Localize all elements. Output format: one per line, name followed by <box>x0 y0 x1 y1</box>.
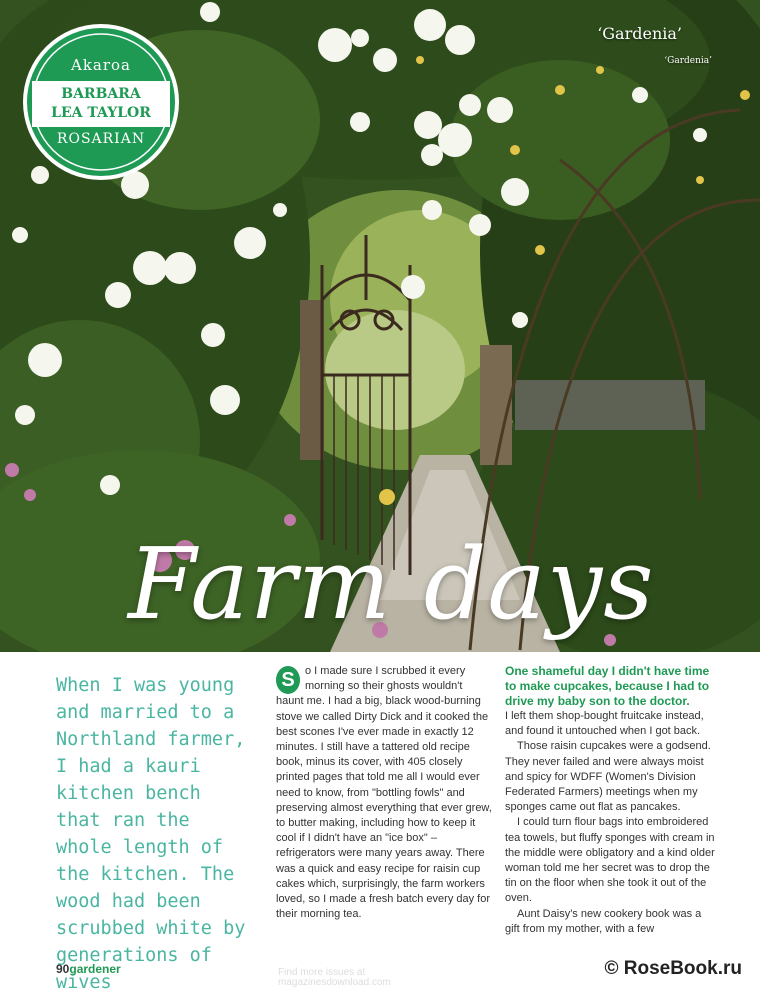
author-badge <box>22 23 180 181</box>
body-column-2 <box>276 664 492 922</box>
watermark-line-1: Find more issues at <box>278 967 366 978</box>
page-number: 90 <box>56 962 70 976</box>
publication-name: gardener <box>69 962 121 976</box>
badge-role: ROSARIAN <box>56 131 146 147</box>
pull-quote: One shameful day I didn't have time to make cupcakes, because I had to drive my baby son to the doctor. <box>505 664 710 708</box>
body-column-3 <box>505 664 717 937</box>
badge-author-last: LEA TAYLOR <box>51 105 151 121</box>
photo-caption-main: ‘Gardenia’ <box>597 24 682 43</box>
badge-author-first: BARBARA <box>61 86 141 102</box>
badge-name-band <box>32 81 170 127</box>
body-paragraph-2: I left them shop-bought fruitcake instead, and found it untouched when I got back. <box>505 710 704 738</box>
watermark-line-2: magazinesdownload.com <box>278 977 391 988</box>
photo-caption-sub: ‘Gardenia’ <box>664 56 712 66</box>
body-paragraph-5: Aunt Daisy's new cookery book was a gift from my mother, with a few <box>505 907 702 935</box>
page-folio <box>56 962 121 976</box>
body-paragraph-3: Those raisin cupcakes were a godsend. They never failed and were always moist and spicy for WDFF (Women's Division Federated Farmers) meetings when my sponges came out flat as pancakes. <box>505 740 711 814</box>
badge-location: Akaroa <box>70 56 131 74</box>
drop-cap: S <box>276 666 300 694</box>
body-paragraph-4: I could turn flour bags into embroidered tea towels, but fluffy sponges with cream in the middle were obligatory and a kind older woman told me her secret was to drop the tin on the floor when she took it out of the oven. <box>505 816 715 905</box>
copyright-notice: © RoseBook.ru <box>604 958 742 979</box>
watermark <box>278 968 391 988</box>
body-paragraph-1-text: o I made sure I scrubbed it every morning so their ghosts wouldn't haunt me. I had a big, black wood-burning stove we called Dirty Dick and it cooked the best scones I've ever made in exactly 12 minutes. I still have a tattered old recipe book, minus its cover, with 405 closely printed pages that told me all I would ever need to know, from "bottling fowls" and preserving almost everything that ever grew, to butter making, including how to keep it cool if I didn't have an "ice box" – refrigerators were many years away. There was a quick and easy recipe for raisin cup cakes which, surprisingly, the farm workers loved, so I made a fresh batch every day for their morning tea. <box>276 665 492 921</box>
intro-paragraph: When I was young and married to a Northland farmer, I had a kauri kitchen bench that ran the whole length of the kitchen. The wood had been scrubbed white by generations of wives <box>56 675 246 993</box>
article-headline: Farm days <box>128 528 655 642</box>
body-paragraph-1 <box>276 664 492 922</box>
